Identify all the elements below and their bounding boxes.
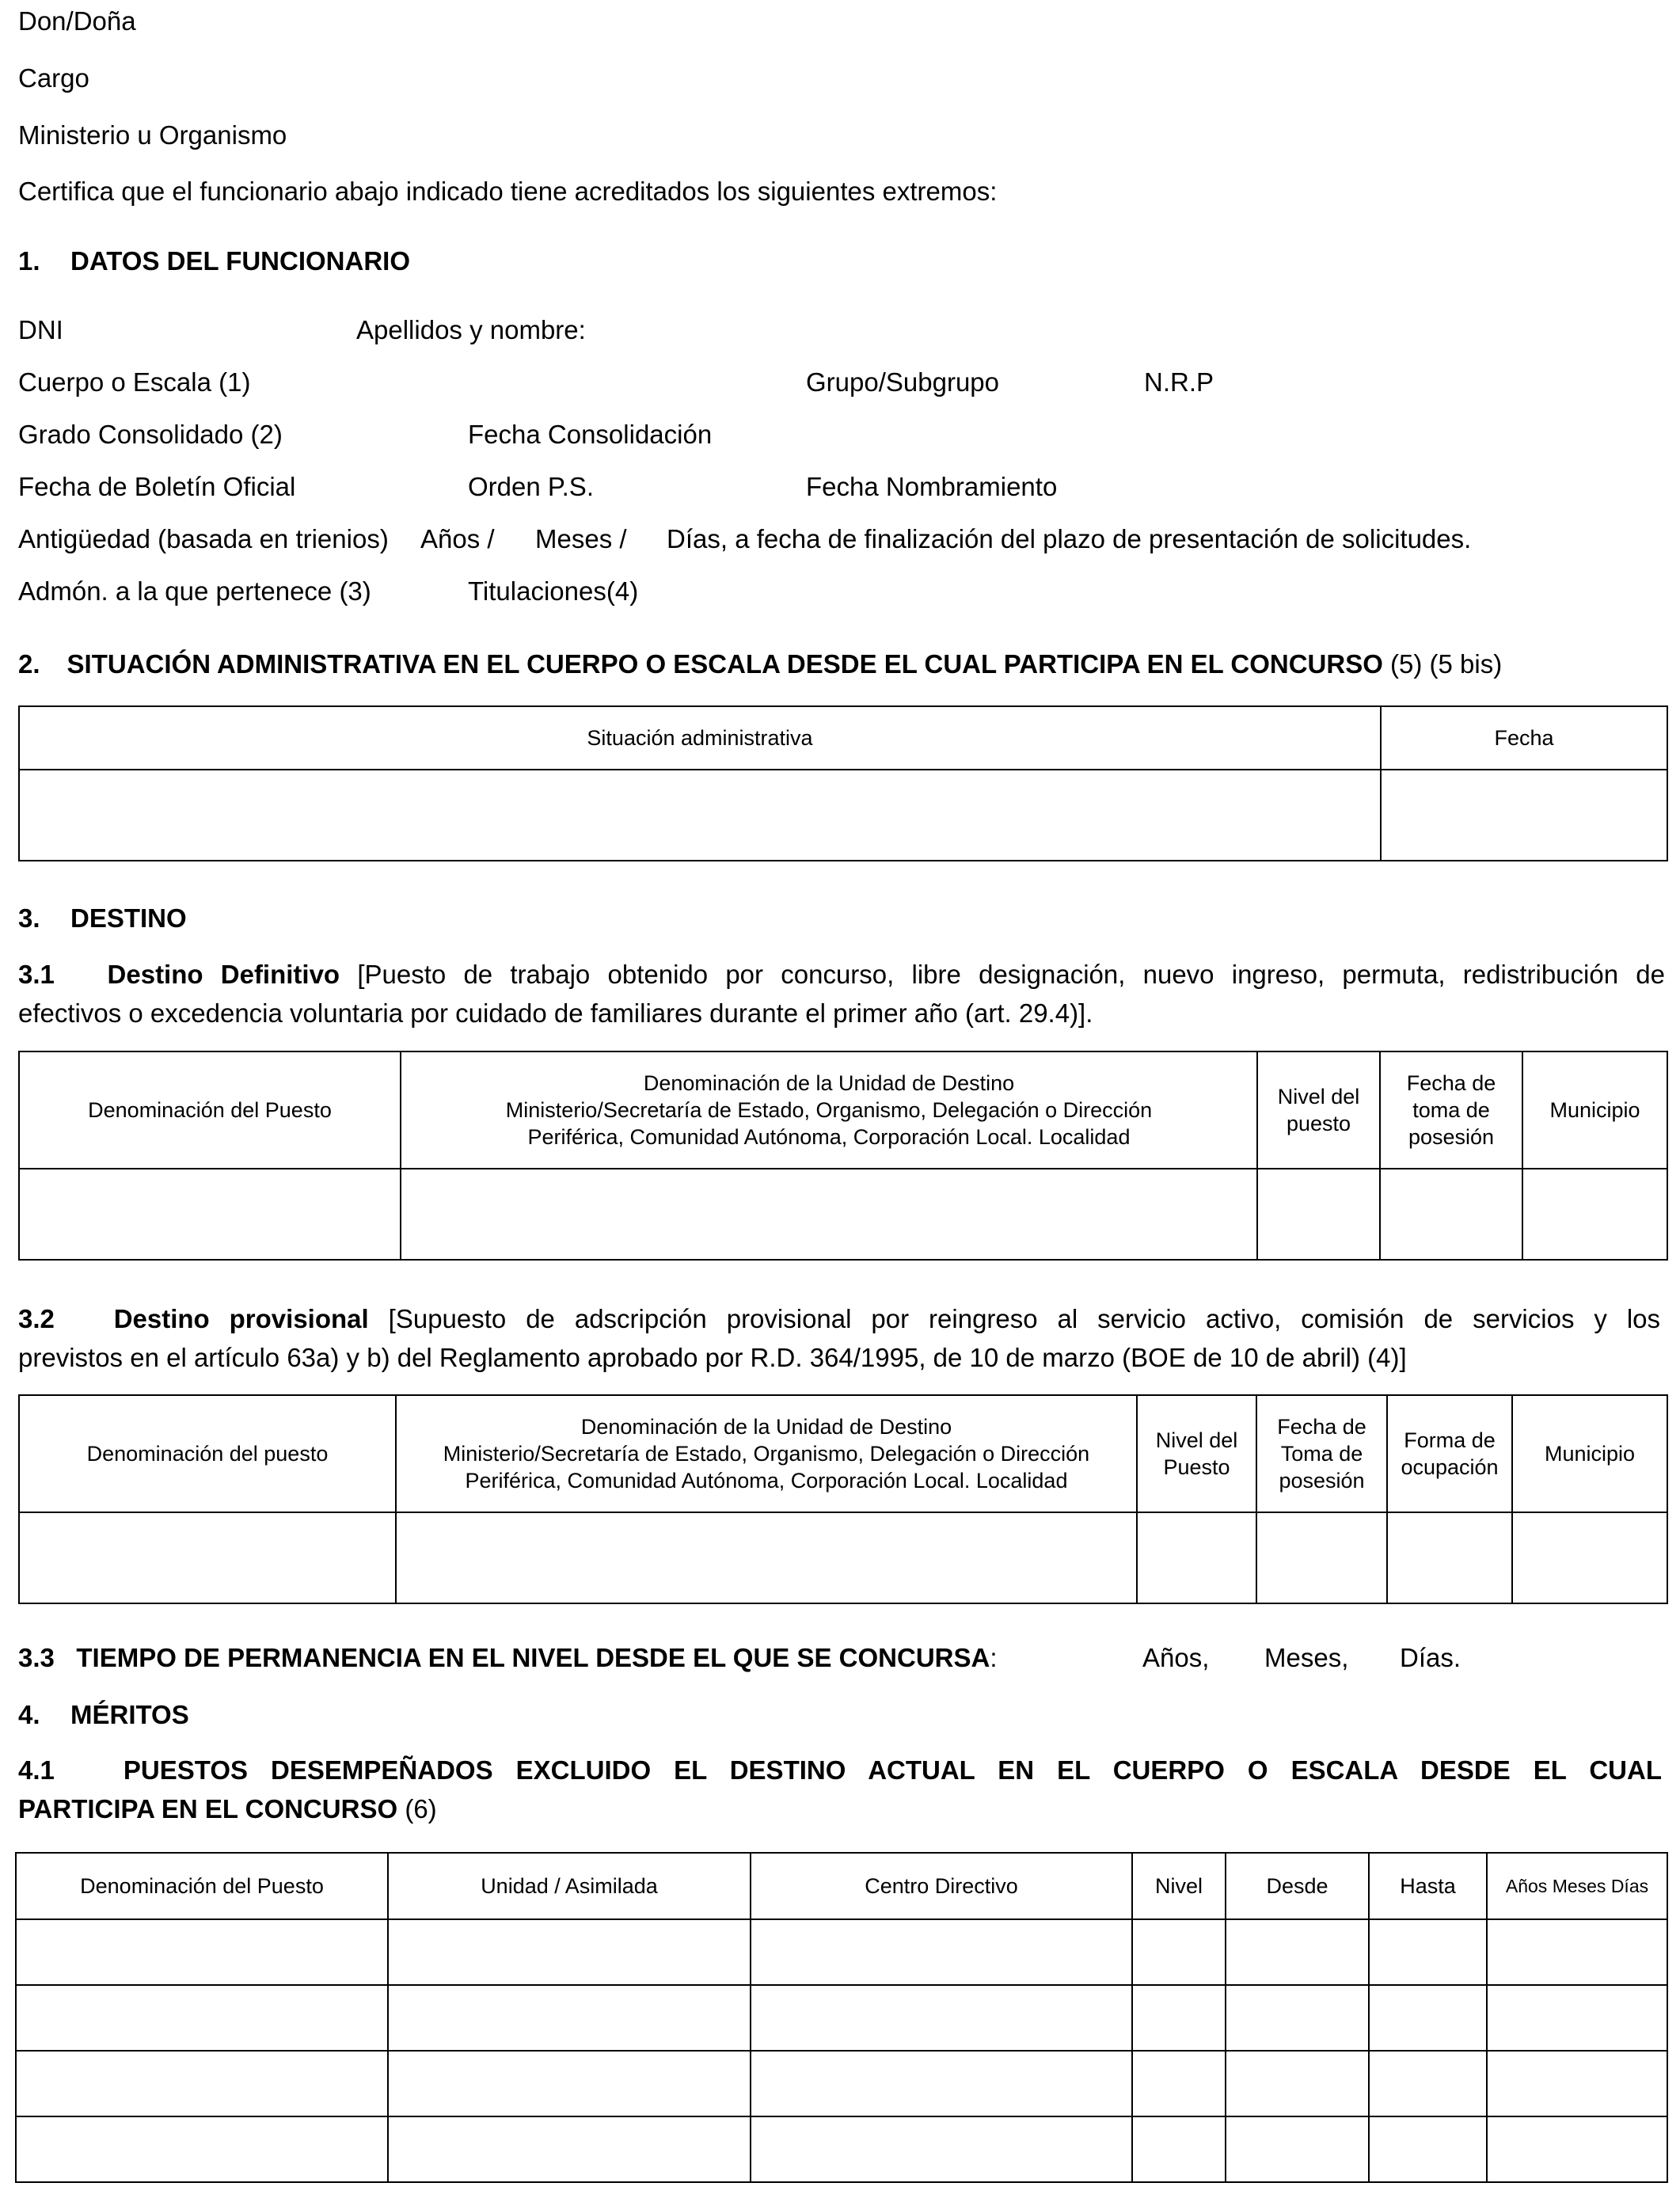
don-dona-label: Don/Doña bbox=[18, 6, 136, 36]
m41-cell[interactable] bbox=[1487, 1919, 1667, 1985]
d33-title: TIEMPO DE PERMANENCIA EN EL NIVEL DESDE EL QUE SE CONCURSA bbox=[76, 1643, 990, 1672]
fecha-cell[interactable] bbox=[1381, 770, 1667, 861]
col-situacion: Situación administrativa bbox=[19, 706, 1381, 770]
m41-col-nivel: Nivel bbox=[1132, 1853, 1226, 1919]
m41-line1: PUESTOS DESEMPEÑADOS EXCLUIDO EL DESTINO ACTUAL EN EL CUERPO O ESCALA DESDE EL CUAL bbox=[123, 1755, 1662, 1785]
d32-col-fecha bbox=[1256, 1395, 1387, 1512]
d33-number: 3.3 bbox=[18, 1643, 55, 1672]
section-2-heading bbox=[18, 651, 1502, 677]
dni-label: DNI bbox=[18, 315, 63, 344]
permanencia-dias: Días. bbox=[1400, 1643, 1461, 1672]
m41-cell[interactable] bbox=[1369, 2116, 1487, 2182]
d31-nivel-line2: puesto bbox=[1286, 1112, 1351, 1135]
titulaciones-label: Titulaciones(4) bbox=[468, 576, 639, 606]
m41-cell[interactable] bbox=[388, 2116, 751, 2182]
destino-definitivo-text bbox=[18, 955, 1665, 1032]
grupo-label: Grupo/Subgrupo bbox=[806, 367, 1000, 397]
apellidos-label: Apellidos y nombre: bbox=[356, 315, 586, 344]
m41-line2: PARTICIPA EN EL CONCURSO bbox=[18, 1794, 398, 1823]
m41-cell[interactable] bbox=[751, 2116, 1132, 2182]
d31-nivel-line1: Nivel del bbox=[1277, 1085, 1360, 1109]
destino-provisional-table bbox=[18, 1394, 1668, 1604]
section-3-number: 3. bbox=[18, 903, 40, 933]
section-1-number: 1. bbox=[18, 246, 40, 276]
table-row bbox=[16, 2116, 1667, 2182]
m41-cell[interactable] bbox=[1369, 1985, 1487, 2051]
d32-nivel-line2: Puesto bbox=[1163, 1455, 1230, 1479]
d31-line1: [Puesto de trabajo obtenido por concurso, libre designación, nuevo ingreso, permuta, redistribución de bbox=[357, 960, 1665, 989]
d32-cell-municipio[interactable] bbox=[1512, 1512, 1667, 1603]
m41-cell[interactable] bbox=[1132, 2051, 1226, 2116]
d32-unidad-line1: Denominación de la Unidad de Destino bbox=[580, 1415, 952, 1439]
d32-cell-forma[interactable] bbox=[1387, 1512, 1512, 1603]
d32-fecha-line3: posesión bbox=[1279, 1469, 1365, 1493]
d32-col-nivel bbox=[1137, 1395, 1256, 1512]
puestos-desempenados-heading bbox=[18, 1751, 1662, 1828]
m41-cell[interactable] bbox=[1226, 2051, 1369, 2116]
m41-note: (6) bbox=[405, 1794, 437, 1823]
orden-label: Orden P.S. bbox=[468, 472, 594, 501]
d31-fecha-line2: toma de bbox=[1412, 1098, 1490, 1122]
m41-cell[interactable] bbox=[751, 1919, 1132, 1985]
d32-forma-line2: ocupación bbox=[1401, 1455, 1499, 1479]
certifica-text: Certifica que el funcionario abajo indicado tiene acreditados los siguientes extremos: bbox=[18, 177, 998, 206]
d31-number: 3.1 bbox=[18, 960, 55, 989]
admon-label: Admón. a la que pertenece (3) bbox=[18, 576, 371, 606]
m41-cell[interactable] bbox=[1132, 1919, 1226, 1985]
d32-unidad-line3: Periférica, Comunidad Autónoma, Corporación Local. Localidad bbox=[465, 1469, 1068, 1493]
m41-cell[interactable] bbox=[388, 1985, 751, 2051]
fecha-boletin-label: Fecha de Boletín Oficial bbox=[18, 472, 296, 501]
m41-cell[interactable] bbox=[1369, 2051, 1487, 2116]
m41-cell[interactable] bbox=[1487, 2116, 1667, 2182]
section-2-title: SITUACIÓN ADMINISTRATIVA EN EL CUERPO O ESCALA DESDE EL CUAL PARTICIPA EN EL CONCURSO bbox=[67, 649, 1383, 679]
d32-cell-unidad[interactable] bbox=[396, 1512, 1137, 1603]
d32-col-municipio: Municipio bbox=[1512, 1395, 1667, 1512]
m41-cell[interactable] bbox=[1132, 1985, 1226, 2051]
d31-cell-puesto[interactable] bbox=[19, 1169, 401, 1260]
d31-col-nivel bbox=[1257, 1051, 1380, 1169]
antiguedad-meses: Meses / bbox=[535, 524, 627, 553]
fecha-nombramiento-label: Fecha Nombramiento bbox=[806, 472, 1058, 501]
m41-cell[interactable] bbox=[1369, 1919, 1487, 1985]
m41-col-centro: Centro Directivo bbox=[751, 1853, 1132, 1919]
table-row bbox=[16, 2051, 1667, 2116]
permanencia-meses: Meses, bbox=[1264, 1643, 1349, 1672]
section-4-number: 4. bbox=[18, 1700, 40, 1729]
m41-cell[interactable] bbox=[16, 2116, 388, 2182]
m41-col-unidad: Unidad / Asimilada bbox=[388, 1853, 751, 1919]
d31-col-municipio: Municipio bbox=[1522, 1051, 1667, 1169]
table-row bbox=[16, 1919, 1667, 1985]
d33-colon: : bbox=[990, 1643, 998, 1672]
cargo-label: Cargo bbox=[18, 63, 89, 93]
m41-cell[interactable] bbox=[1226, 2116, 1369, 2182]
destino-definitivo-table bbox=[18, 1051, 1668, 1261]
d32-title: Destino provisional bbox=[113, 1304, 369, 1333]
d31-cell-fecha[interactable] bbox=[1380, 1169, 1522, 1260]
d31-title: Destino Definitivo bbox=[107, 960, 340, 989]
d31-fecha-line3: posesión bbox=[1408, 1125, 1495, 1149]
situacion-table bbox=[18, 705, 1668, 861]
d31-cell-unidad[interactable] bbox=[401, 1169, 1257, 1260]
m41-number: 4.1 bbox=[18, 1755, 55, 1785]
d31-col-puesto: Denominación del Puesto bbox=[19, 1051, 401, 1169]
m41-cell[interactable] bbox=[1487, 2051, 1667, 2116]
table-row bbox=[16, 1985, 1667, 2051]
m41-cell[interactable] bbox=[16, 1985, 388, 2051]
section-2-number: 2. bbox=[18, 649, 40, 679]
antiguedad-dias: Días, a fecha de finalización del plazo de presentación de solicitudes. bbox=[667, 524, 1472, 553]
d31-cell-municipio[interactable] bbox=[1522, 1169, 1667, 1260]
situacion-cell[interactable] bbox=[19, 770, 1381, 861]
m41-col-desde: Desde bbox=[1226, 1853, 1369, 1919]
m41-cell[interactable] bbox=[1487, 1985, 1667, 2051]
ministerio-label: Ministerio u Organismo bbox=[18, 120, 287, 150]
d32-nivel-line1: Nivel del bbox=[1155, 1428, 1238, 1452]
m41-col-amd: Años Meses Días bbox=[1487, 1853, 1667, 1919]
destino-provisional-text bbox=[18, 1299, 1660, 1377]
col-fecha: Fecha bbox=[1381, 706, 1667, 770]
section-3-title: DESTINO bbox=[70, 903, 187, 933]
d31-col-unidad bbox=[401, 1051, 1257, 1169]
d32-col-forma bbox=[1387, 1395, 1512, 1512]
permanencia-heading bbox=[18, 1645, 998, 1671]
permanencia-anios: Años, bbox=[1142, 1643, 1210, 1672]
d32-forma-line1: Forma de bbox=[1404, 1428, 1496, 1452]
section-2-notes: (5) (5 bis) bbox=[1390, 649, 1503, 679]
m41-cell[interactable] bbox=[16, 1919, 388, 1985]
d31-col-fecha bbox=[1380, 1051, 1522, 1169]
m41-cell[interactable] bbox=[1226, 1985, 1369, 2051]
grado-label: Grado Consolidado (2) bbox=[18, 420, 283, 449]
d32-cell-puesto[interactable] bbox=[19, 1512, 396, 1603]
d32-line2: previstos en el artículo 63a) y b) del Reglamento aprobado por R.D. 364/1995, de 10 de marzo (BOE de 10 de abril) (4)] bbox=[18, 1343, 1407, 1372]
nrp-label: N.R.P bbox=[1144, 367, 1214, 397]
d31-unidad-line3: Periférica, Comunidad Autónoma, Corporación Local. Localidad bbox=[527, 1125, 1131, 1149]
cuerpo-label: Cuerpo o Escala (1) bbox=[18, 367, 251, 397]
d32-line1: [Supuesto de adscripción provisional por reingreso al servicio activo, comisión de servicios y los bbox=[388, 1304, 1661, 1333]
m41-cell[interactable] bbox=[1132, 2116, 1226, 2182]
d32-fecha-line2: Toma de bbox=[1280, 1442, 1363, 1466]
d31-line2: efectivos o excedencia voluntaria por cuidado de familiares durante el primer año (art. 29.4)]. bbox=[18, 998, 1093, 1028]
m41-col-hasta: Hasta bbox=[1369, 1853, 1487, 1919]
section-4-title: MÉRITOS bbox=[70, 1700, 189, 1729]
m41-cell[interactable] bbox=[751, 1985, 1132, 2051]
m41-col-puesto: Denominación del Puesto bbox=[16, 1853, 388, 1919]
m41-cell[interactable] bbox=[1226, 1919, 1369, 1985]
d32-number: 3.2 bbox=[18, 1304, 55, 1333]
m41-cell[interactable] bbox=[16, 2051, 388, 2116]
d32-col-puesto: Denominación del puesto bbox=[19, 1395, 396, 1512]
antiguedad-anios: Años / bbox=[420, 524, 495, 553]
puestos-table bbox=[15, 1852, 1668, 2183]
d31-unidad-line2: Ministerio/Secretaría de Estado, Organismo, Delegación o Dirección bbox=[505, 1098, 1153, 1122]
d32-col-unidad bbox=[396, 1395, 1137, 1512]
m41-cell[interactable] bbox=[388, 1919, 751, 1985]
fecha-consolidacion-label: Fecha Consolidación bbox=[468, 420, 713, 449]
d31-unidad-line1: Denominación de la Unidad de Destino bbox=[643, 1071, 1015, 1095]
antiguedad-label: Antigüedad (basada en trienios) bbox=[18, 524, 389, 553]
d32-fecha-line1: Fecha de bbox=[1277, 1415, 1366, 1439]
d32-unidad-line2: Ministerio/Secretaría de Estado, Organismo, Delegación o Dirección bbox=[443, 1442, 1090, 1466]
section-1-title: DATOS DEL FUNCIONARIO bbox=[70, 246, 411, 276]
d31-cell-nivel[interactable] bbox=[1257, 1169, 1380, 1260]
d32-cell-nivel[interactable] bbox=[1137, 1512, 1256, 1603]
d31-fecha-line1: Fecha de bbox=[1406, 1071, 1496, 1095]
m41-cell[interactable] bbox=[388, 2051, 751, 2116]
d32-cell-fecha[interactable] bbox=[1256, 1512, 1387, 1603]
m41-cell[interactable] bbox=[751, 2051, 1132, 2116]
